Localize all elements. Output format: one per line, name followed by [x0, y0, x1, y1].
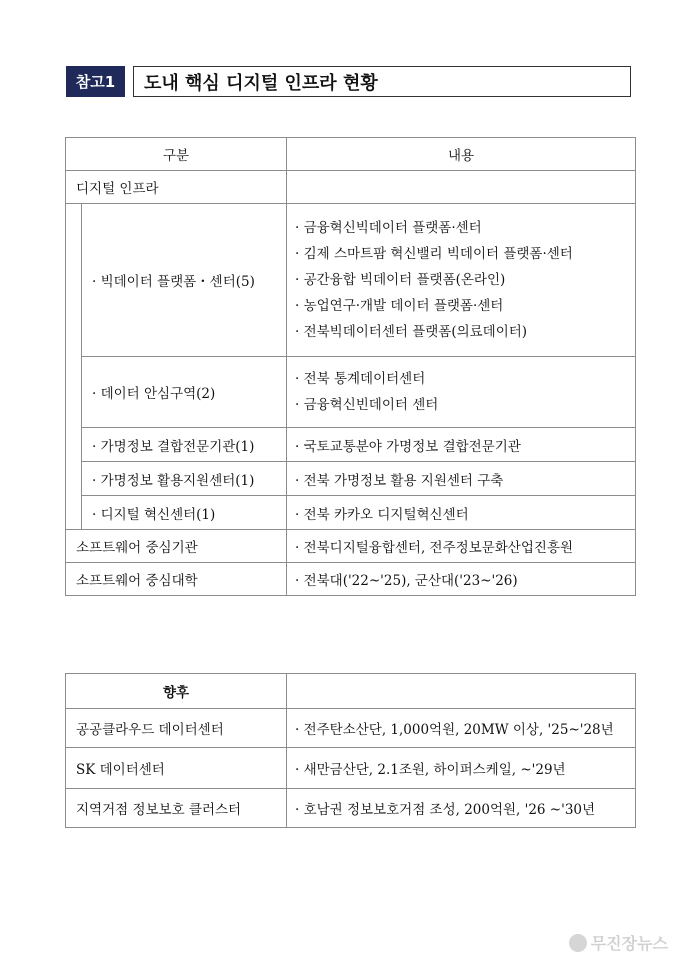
table-row	[66, 789, 636, 828]
table-row	[66, 204, 636, 357]
table-header-row	[66, 674, 636, 709]
future-plans-table	[65, 673, 636, 828]
content-cell: · 전주탄소산단, 1,000억원, 20MW 이상, '25~'28년	[287, 709, 636, 748]
content-cell: · 호남권 정보보호거점 조성, 200억원, '26 ~'30년	[287, 789, 636, 828]
table-row	[66, 428, 636, 462]
table-row	[66, 496, 636, 530]
content-cell	[287, 204, 636, 357]
row-label-cell: 지역거점 정보보호 클러스터	[66, 789, 287, 828]
watermark-logo	[569, 931, 668, 954]
empty-header-cell	[287, 674, 636, 709]
column-header-future: 향후	[66, 674, 287, 709]
page-title: 도내 핵심 디지털 인프라 현황	[133, 66, 631, 97]
column-header-category: 구분	[66, 138, 287, 171]
table-row	[66, 563, 636, 596]
empty-cell	[287, 171, 636, 204]
row-label-cell: SK 데이터센터	[66, 748, 287, 789]
row-label-cell: 공공클라우드 데이터센터	[66, 709, 287, 748]
content-cell: · 전북대('22~'25), 군산대('23~'26)	[287, 563, 636, 596]
infrastructure-table	[65, 137, 636, 596]
list-item: · 공간융합 빅데이터 플랫폼(온라인)	[295, 272, 506, 288]
content-cell: · 전북 가명정보 활용 지원센터 구축	[287, 462, 636, 496]
table-row	[66, 171, 636, 204]
list-item: · 농업연구·개발 데이터 플랫폼·센터	[295, 298, 504, 314]
content-cell: · 전북디지털융합센터, 전주정보문화산업진흥원	[287, 530, 636, 563]
list-item: · 전북빅데이터센터 플랫폼(의료데이터)	[295, 324, 528, 340]
list-item: · 금융혁신빈데이터 센터	[295, 397, 439, 413]
table-row	[66, 748, 636, 789]
indent-cell	[66, 204, 82, 530]
list-item: · 전북 통계데이터센터	[295, 371, 426, 387]
logo-icon	[569, 934, 587, 952]
row-label-cell: 소프트웨어 중심대학	[66, 563, 287, 596]
watermark-text: 무진장뉴스	[590, 934, 668, 953]
table-row	[66, 530, 636, 563]
sub-label-cell: · 가명정보 결합전문기관(1)	[82, 428, 287, 462]
category-cell: 디지털 인프라	[66, 171, 287, 204]
table-row	[66, 709, 636, 748]
content-cell: · 국토교통분야 가명정보 결합전문기관	[287, 428, 636, 462]
row-label-cell: 소프트웨어 중심기관	[66, 530, 287, 563]
content-cell: · 새만금산단, 2.1조원, 하이퍼스케일, ~'29년	[287, 748, 636, 789]
list-item: · 금융혁신빅데이터 플랫폼·센터	[295, 220, 482, 236]
section-header	[66, 66, 631, 97]
table-header-row	[66, 138, 636, 171]
sub-label-cell: · 가명정보 활용지원센터(1)	[82, 462, 287, 496]
sub-label-cell: · 데이터 안심구역(2)	[82, 357, 287, 428]
list-item: · 김제 스마트팜 혁신밸리 빅데이터 플랫폼·센터	[295, 246, 573, 262]
table-row	[66, 462, 636, 496]
sub-label-cell: · 빅데이터 플랫폼・센터(5)	[82, 204, 287, 357]
column-header-content: 내용	[287, 138, 636, 171]
content-cell	[287, 357, 636, 428]
reference-tag: 참고1	[66, 66, 125, 97]
content-cell: · 전북 카카오 디지털혁신센터	[287, 496, 636, 530]
sub-label-cell: · 디지털 혁신센터(1)	[82, 496, 287, 530]
table-row	[66, 357, 636, 428]
